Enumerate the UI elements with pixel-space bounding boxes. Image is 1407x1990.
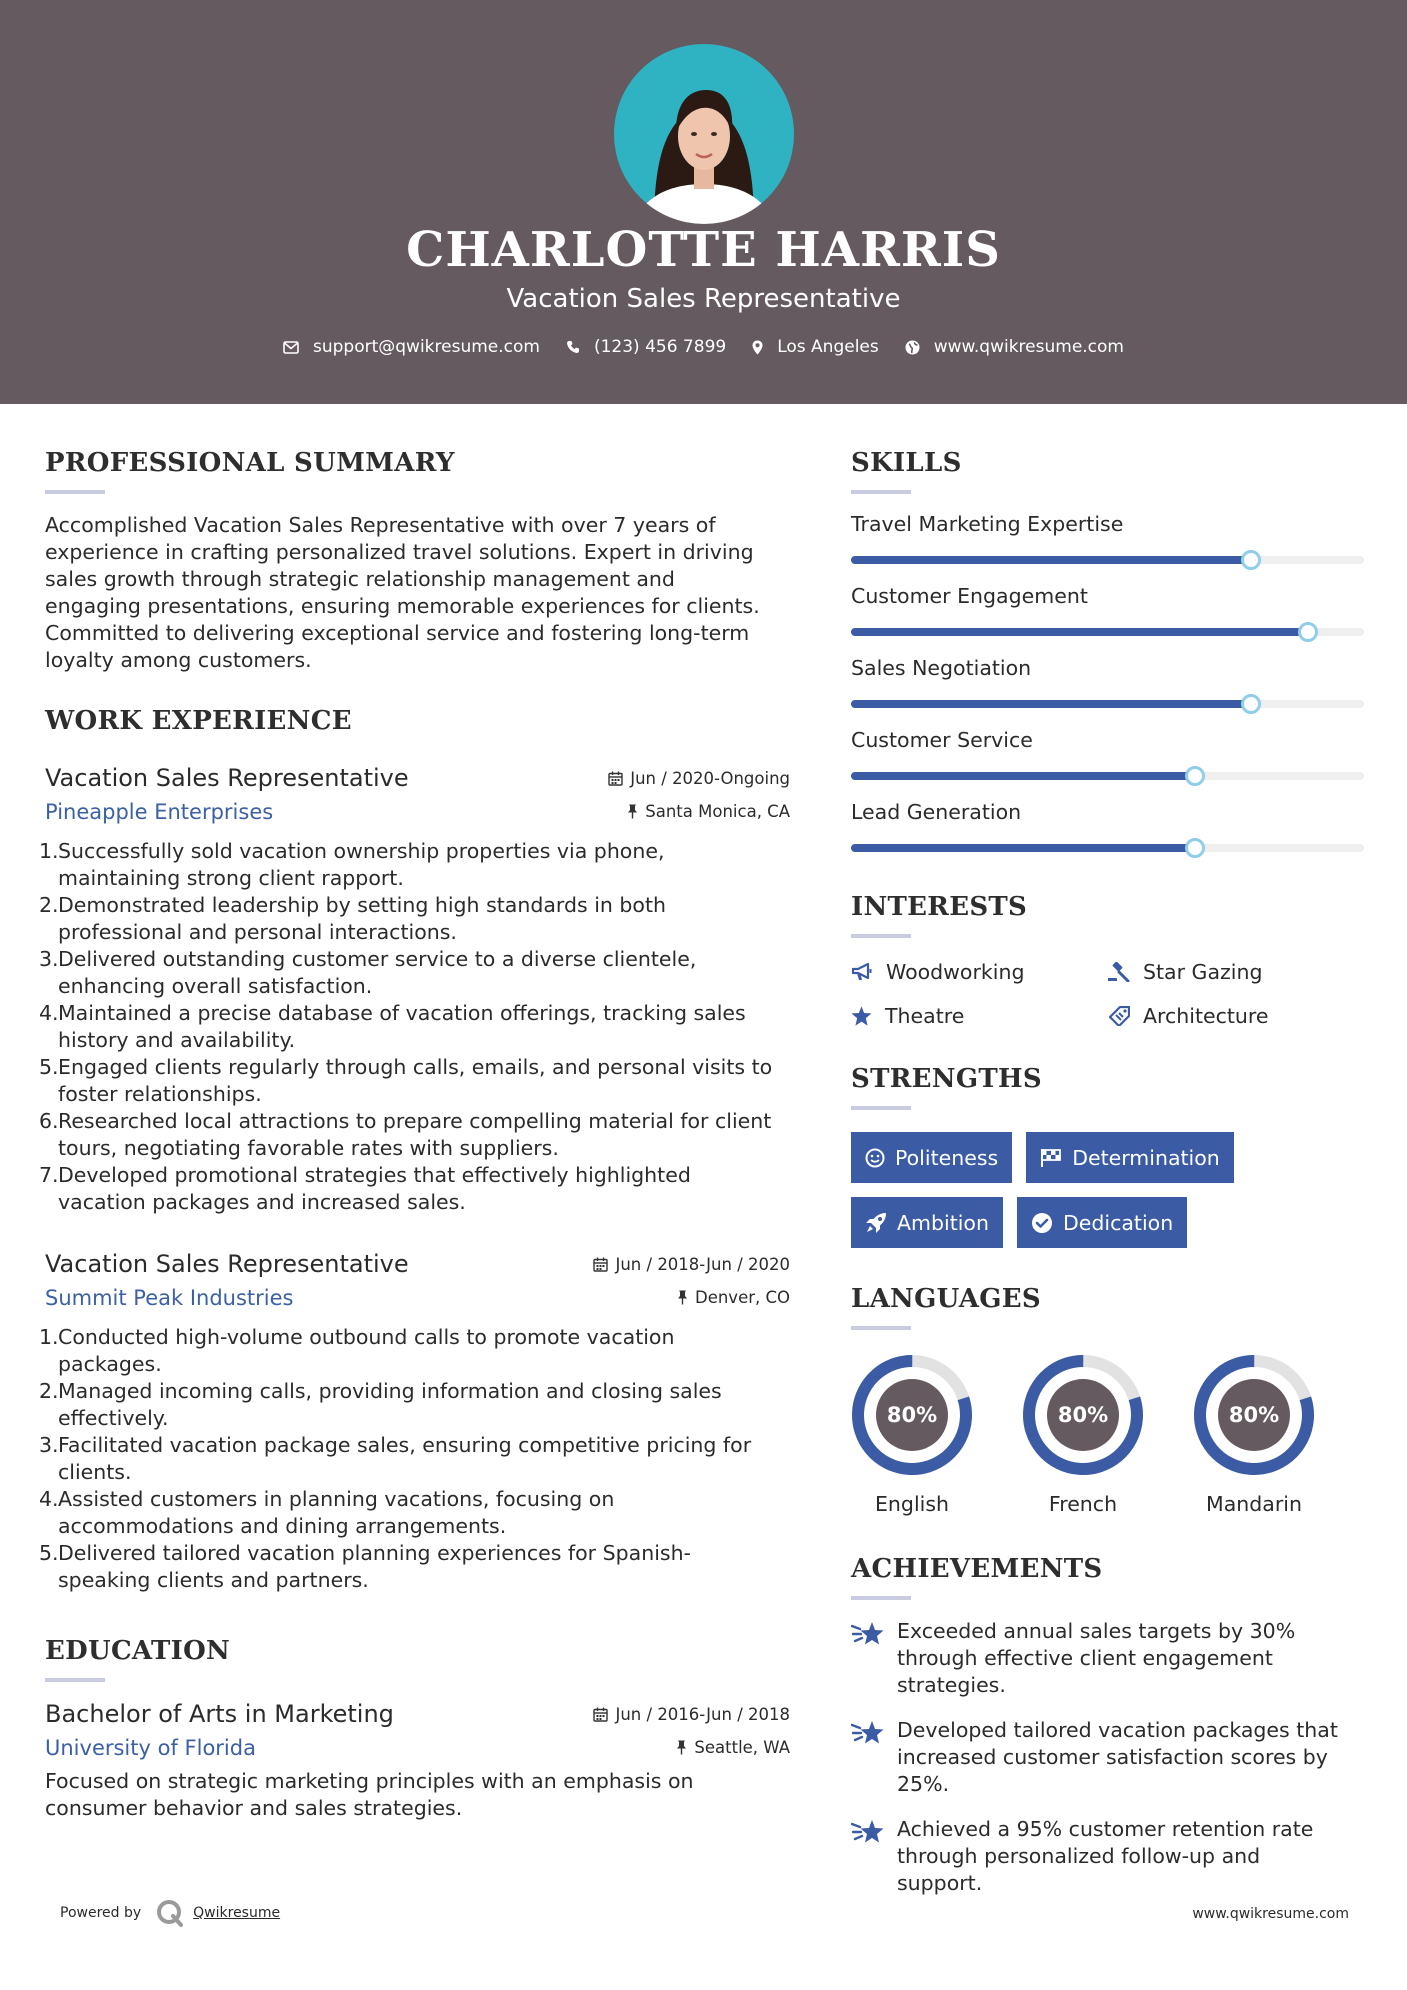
- list-line: Managed incoming calls, providing information and closing sales: [58, 1379, 722, 1403]
- tag-icon: [1108, 1006, 1130, 1026]
- summary-line: sales growth through strategic relationship management and: [45, 567, 675, 591]
- pushpin-icon: [677, 1290, 688, 1305]
- language-percent: 80%: [1228, 1403, 1280, 1427]
- languages-title: LANGUAGES: [851, 1284, 1041, 1314]
- list-line: clients.: [58, 1460, 132, 1484]
- achievement-line: strategies.: [897, 1673, 1006, 1697]
- achievement-line: increased customer satisfaction scores by: [897, 1745, 1328, 1769]
- section-divider: [45, 1678, 105, 1682]
- list-item: [39, 1432, 790, 1486]
- summary-line: Committed to delivering exceptional service and fostering long-term: [45, 621, 750, 645]
- contact-website[interactable]: [905, 337, 1124, 357]
- list-line: enhancing overall satisfaction.: [58, 974, 373, 998]
- achievements-section: [851, 1554, 1365, 1897]
- powered-by: [60, 1898, 280, 1928]
- company-name: Summit Peak Industries: [45, 1286, 294, 1310]
- job-entry: [39, 1250, 790, 1594]
- footer-website[interactable]: www.qwikresume.com: [1192, 1906, 1349, 1922]
- qwikresume-logo-icon: [155, 1898, 185, 1928]
- interest-label: Architecture: [1143, 1004, 1269, 1028]
- list-number: 4.: [39, 1001, 59, 1025]
- job-location-text: Santa Monica, CA: [645, 802, 790, 821]
- check-circle-icon: [1031, 1212, 1053, 1234]
- list-item: [39, 1486, 790, 1540]
- interest-label: Woodworking: [886, 960, 1025, 984]
- job-location: [627, 802, 790, 821]
- list-line: effectively.: [58, 1406, 169, 1430]
- list-item: [39, 892, 790, 946]
- interest-label: Theatre: [885, 1004, 965, 1028]
- experience-section: [39, 706, 790, 1594]
- list-line: Facilitated vacation package sales, ensuring competitive pricing for: [58, 1433, 752, 1457]
- language-item: [1193, 1354, 1315, 1516]
- strength-label: Politeness: [895, 1145, 999, 1170]
- person-portrait-icon: [614, 44, 794, 224]
- skill-label: Sales Negotiation: [851, 656, 1032, 680]
- skill-bar-knob: [1241, 694, 1261, 714]
- summary-section: [45, 448, 790, 674]
- skill-item: [851, 800, 1365, 852]
- list-line: Maintained a precise database of vacation offerings, tracking sales: [58, 1001, 746, 1025]
- languages-section: [851, 1284, 1365, 1516]
- calendar-icon: [593, 1707, 608, 1722]
- candidate-name: CHARLOTTE HARRIS: [406, 222, 1001, 278]
- interest-item: [851, 1004, 1108, 1028]
- interest-item: [851, 960, 1108, 984]
- job-title: Vacation Sales Representative: [45, 1250, 409, 1278]
- list-number: 3.: [39, 1433, 59, 1457]
- candidate-role: Vacation Sales Representative: [506, 284, 901, 314]
- list-line: history and availability.: [58, 1028, 296, 1052]
- section-divider: [851, 1326, 911, 1330]
- summary-line: loyalty among customers.: [45, 648, 312, 672]
- achievements-list: [851, 1618, 1365, 1897]
- qwikresume-link[interactable]: Qwikresume: [193, 1905, 281, 1921]
- language-label: English: [874, 1492, 950, 1516]
- education-description: [45, 1768, 790, 1822]
- interest-item: [1108, 960, 1365, 984]
- list-number: 7.: [39, 1163, 59, 1187]
- language-label: Mandarin: [1206, 1492, 1302, 1516]
- list-item: [39, 1324, 790, 1378]
- strengths-title: STRENGTHS: [851, 1064, 1042, 1094]
- list-item: [39, 1378, 790, 1432]
- phone-icon: [566, 340, 580, 354]
- education-date-text: Jun / 2016-Jun / 2018: [615, 1705, 790, 1724]
- list-line: Successfully sold vacation ownership properties via phone,: [58, 839, 665, 863]
- list-number: 3.: [39, 947, 59, 971]
- summary-text: [45, 512, 790, 674]
- education-date: [593, 1705, 790, 1724]
- list-number: 6.: [39, 1109, 59, 1133]
- achievement-line: Achieved a 95% customer retention rate: [897, 1817, 1314, 1841]
- list-number: 4.: [39, 1487, 59, 1511]
- job-date-text: Jun / 2020-Ongoing: [630, 769, 790, 788]
- pushpin-icon: [627, 804, 638, 819]
- skill-bar: [851, 772, 1364, 780]
- education-line: consumer behavior and sales strategies.: [45, 1796, 463, 1820]
- job-duties-list: [39, 838, 790, 1216]
- skill-bar-fill: [851, 628, 1308, 636]
- language-label: French: [1048, 1492, 1118, 1516]
- list-item: [39, 946, 790, 1000]
- star-icon: [851, 1006, 872, 1026]
- job-duties-list: [39, 1324, 790, 1594]
- education-location-text: Seattle, WA: [694, 1738, 790, 1757]
- gavel-icon: [1108, 962, 1130, 982]
- skill-label: Customer Engagement: [851, 584, 1088, 608]
- right-column: [851, 448, 1365, 1897]
- contact-phone-text: (123) 456 7899: [593, 337, 727, 357]
- section-divider: [45, 490, 105, 494]
- languages-list: [851, 1354, 1365, 1516]
- interests-title: INTERESTS: [851, 892, 1028, 922]
- pushpin-icon: [676, 1740, 687, 1755]
- list-number: 5.: [39, 1055, 59, 1079]
- skills-section: [851, 448, 1365, 852]
- shooting-star-icon: [851, 1818, 885, 1846]
- list-line: Delivered tailored vacation planning experiences for Spanish-: [58, 1541, 691, 1565]
- strength-tag: [851, 1132, 1012, 1183]
- envelope-icon: [283, 341, 299, 354]
- powered-by-text: Powered by: [60, 1905, 142, 1921]
- list-line: vacation packages and increased sales.: [58, 1190, 466, 1214]
- interests-section: [851, 892, 1365, 1028]
- list-line: packages.: [58, 1352, 162, 1376]
- list-line: Developed promotional strategies that effectively highlighted: [58, 1163, 691, 1187]
- skill-bar-fill: [851, 700, 1251, 708]
- profile-photo: [614, 44, 794, 224]
- list-number: 5.: [39, 1541, 59, 1565]
- left-column: [39, 448, 790, 1822]
- achievement-item: [851, 1618, 1365, 1699]
- resume-header: [0, 0, 1407, 404]
- summary-line: experience in crafting personalized travel solutions. Expert in driving: [45, 540, 754, 564]
- section-divider: [851, 1596, 911, 1600]
- education-location: [676, 1738, 790, 1757]
- globe-icon: [905, 340, 920, 355]
- list-number: 2.: [39, 1379, 59, 1403]
- education-entry: [45, 1700, 790, 1822]
- job-entry: [39, 764, 790, 1216]
- achievement-line: support.: [897, 1871, 983, 1895]
- list-line: speaking clients and partners.: [58, 1568, 369, 1592]
- language-percent: 80%: [886, 1403, 938, 1427]
- list-item: [39, 1162, 790, 1216]
- achievement-item: [851, 1816, 1365, 1897]
- job-location: [677, 1288, 790, 1307]
- calendar-icon: [593, 1257, 608, 1272]
- achievement-line: 25%.: [897, 1772, 950, 1796]
- skill-bar-knob: [1241, 550, 1261, 570]
- calendar-icon: [608, 771, 623, 786]
- skill-label: Travel Marketing Expertise: [851, 512, 1124, 536]
- smile-icon: [865, 1148, 885, 1168]
- skill-bar-fill: [851, 556, 1251, 564]
- achievements-title: ACHIEVEMENTS: [851, 1554, 1103, 1584]
- shooting-star-icon: [851, 1719, 885, 1747]
- strength-tag: [851, 1197, 1003, 1248]
- strength-tag: [1017, 1197, 1187, 1248]
- skill-bar-knob: [1185, 838, 1205, 858]
- skill-item: [851, 656, 1365, 708]
- contact-phone[interactable]: [566, 337, 726, 357]
- list-line: professional and personal interactions.: [58, 920, 457, 944]
- skill-bar: [851, 556, 1364, 564]
- skills-list: [851, 512, 1365, 852]
- skill-bar: [851, 628, 1364, 636]
- skill-bar-knob: [1298, 622, 1318, 642]
- strength-tag: [1026, 1132, 1234, 1183]
- contact-location-text: Los Angeles: [777, 337, 879, 357]
- contact-email-text: support@qwikresume.com: [313, 337, 540, 357]
- degree-title: Bachelor of Arts in Marketing: [45, 1700, 394, 1728]
- job-date: [593, 1255, 790, 1274]
- skill-item: [851, 728, 1365, 780]
- list-number: 1.: [39, 1325, 59, 1349]
- skill-item: [851, 584, 1365, 636]
- strengths-tags: [851, 1132, 1365, 1262]
- flag-icon: [1040, 1148, 1062, 1168]
- contact-website-text: www.qwikresume.com: [933, 337, 1124, 357]
- education-section: [45, 1636, 790, 1822]
- job-title: Vacation Sales Representative: [45, 764, 409, 792]
- strength-label: Ambition: [897, 1210, 989, 1235]
- skill-label: Customer Service: [851, 728, 1033, 752]
- contact-email[interactable]: [283, 337, 540, 357]
- section-divider: [851, 934, 911, 938]
- language-percent: 80%: [1057, 1403, 1109, 1427]
- contact-location: [752, 337, 879, 357]
- skill-item: [851, 512, 1365, 564]
- job-location-text: Denver, CO: [694, 1288, 790, 1307]
- list-line: Researched local attractions to prepare compelling material for client: [58, 1109, 772, 1133]
- summary-title: PROFESSIONAL SUMMARY: [45, 448, 455, 478]
- skill-bar-fill: [851, 844, 1195, 852]
- strength-label: Determination: [1072, 1145, 1220, 1170]
- list-item: [39, 1108, 790, 1162]
- company-name: Pineapple Enterprises: [45, 800, 274, 824]
- summary-line: Accomplished Vacation Sales Representative with over 7 years of: [45, 513, 716, 537]
- list-line: accommodations and dining arrangements.: [58, 1514, 507, 1538]
- skill-label: Lead Generation: [851, 800, 1022, 824]
- experience-title: WORK EXPERIENCE: [45, 706, 352, 736]
- skill-bar: [851, 844, 1364, 852]
- interest-label: Star Gazing: [1143, 960, 1263, 984]
- map-pin-icon: [752, 340, 763, 355]
- job-date: [608, 769, 790, 788]
- achievement-item: [851, 1717, 1365, 1798]
- interest-item: [1108, 1004, 1365, 1028]
- school-name: University of Florida: [45, 1736, 256, 1760]
- achievement-line: Developed tailored vacation packages that: [897, 1718, 1338, 1742]
- section-divider: [851, 1106, 911, 1110]
- list-line: Demonstrated leadership by setting high standards in both: [58, 893, 666, 917]
- strengths-section: [851, 1064, 1365, 1262]
- achievement-line: through effective client engagement: [897, 1646, 1273, 1670]
- skill-bar: [851, 700, 1364, 708]
- megaphone-icon: [851, 962, 873, 982]
- shooting-star-icon: [851, 1620, 885, 1648]
- strength-label: Dedication: [1062, 1210, 1174, 1235]
- list-line: Conducted high-volume outbound calls to promote vacation: [58, 1325, 675, 1349]
- list-item: [39, 1054, 790, 1108]
- list-number: 1.: [39, 839, 59, 863]
- list-number: 2.: [39, 893, 59, 917]
- list-line: Engaged clients regularly through calls, emails, and personal visits to: [58, 1055, 773, 1079]
- language-item: [851, 1354, 973, 1516]
- interests-grid: [851, 960, 1365, 1028]
- list-line: Assisted customers in planning vacations, focusing on: [58, 1487, 615, 1511]
- language-item: [1022, 1354, 1144, 1516]
- section-divider: [851, 490, 911, 494]
- summary-line: engaging presentations, ensuring memorable experiences for clients.: [45, 594, 760, 618]
- education-line: Focused on strategic marketing principles with an emphasis on: [45, 1769, 694, 1793]
- achievement-line: through personalized follow-up and: [897, 1844, 1261, 1868]
- list-item: [39, 1540, 790, 1594]
- skill-bar-knob: [1185, 766, 1205, 786]
- list-item: [39, 838, 790, 892]
- achievement-line: Exceeded annual sales targets by 30%: [897, 1619, 1296, 1643]
- list-line: Delivered outstanding customer service to a diverse clientele,: [58, 947, 697, 971]
- contact-bar: [0, 337, 1407, 357]
- skills-title: SKILLS: [851, 448, 962, 478]
- list-line: foster relationships.: [58, 1082, 262, 1106]
- list-item: [39, 1000, 790, 1054]
- list-line: tours, negotiating favorable rates with suppliers.: [58, 1136, 559, 1160]
- education-title: EDUCATION: [45, 1636, 231, 1666]
- list-line: maintaining strong client rapport.: [58, 866, 404, 890]
- job-date-text: Jun / 2018-Jun / 2020: [615, 1255, 790, 1274]
- skill-bar-fill: [851, 772, 1195, 780]
- rocket-icon: [865, 1212, 887, 1234]
